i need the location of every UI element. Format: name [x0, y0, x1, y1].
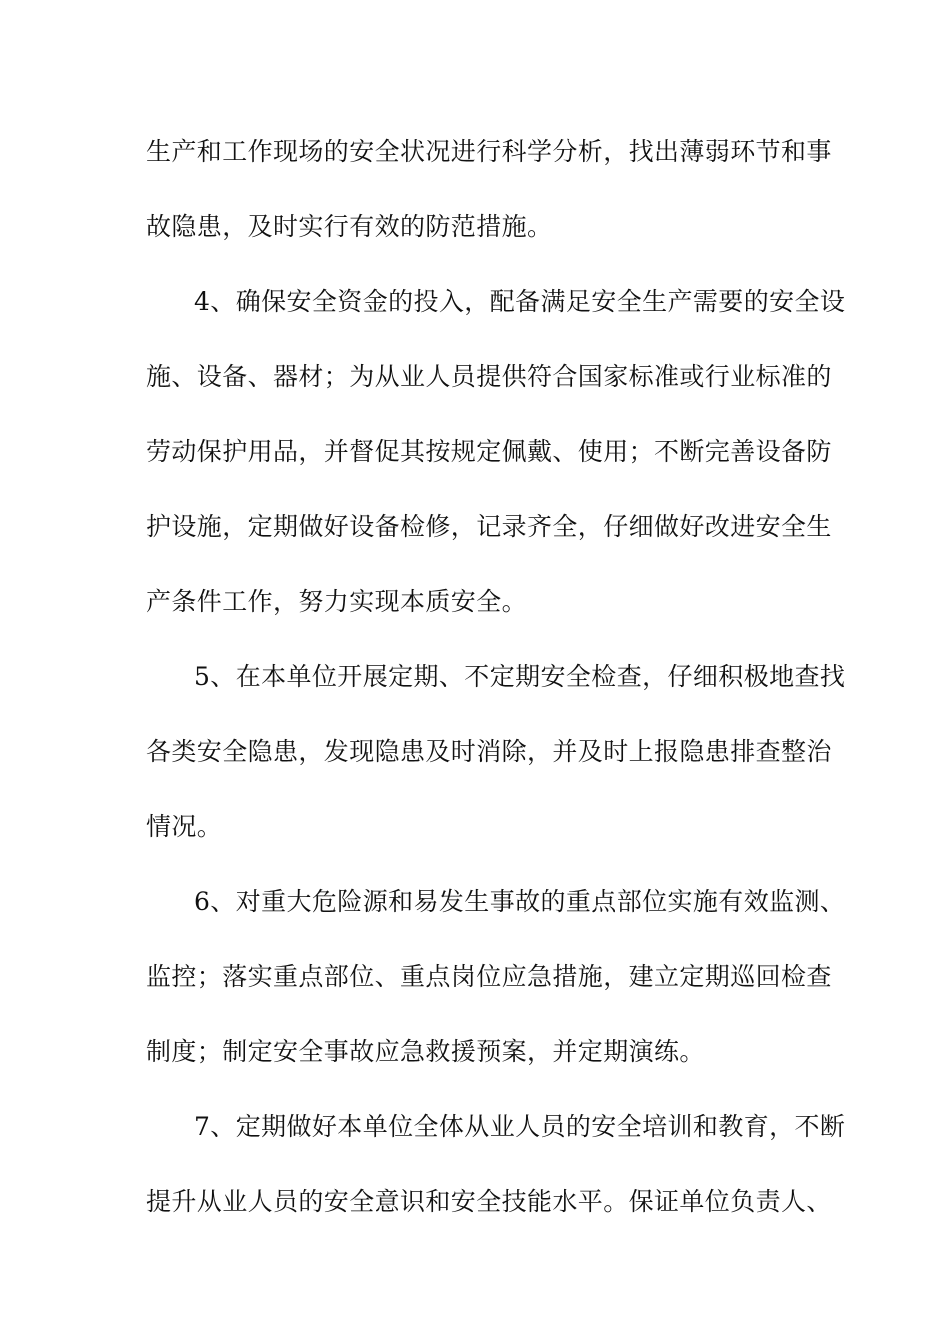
text-line: 劳动保护用品，并督促其按规定佩戴、使用；不断完善设备防	[146, 437, 832, 466]
text-line: 各类安全隐患，发现隐患及时消除，并及时上报隐患排查整治	[146, 737, 832, 766]
text-line: 护设施，定期做好设备检修，记录齐全，仔细做好改进安全生	[146, 512, 832, 541]
paragraph-6-start: 6、对重大危险源和易发生事故的重点部位实施有效监测、	[194, 887, 846, 916]
paragraph-7-start: 7、定期做好本单位全体从业人员的安全培训和教育，不断	[194, 1112, 846, 1141]
text-line: 故隐患，及时实行有效的防范措施。	[146, 212, 553, 241]
text-line: 制度；制定安全事故应急救援预案，并定期演练。	[146, 1037, 705, 1066]
text-line: 监控；落实重点部位、重点岗位应急措施，建立定期巡回检查	[146, 962, 832, 991]
paragraph-4-start: 4、确保安全资金的投入，配备满足安全生产需要的安全设	[194, 287, 846, 316]
text-line: 情况。	[146, 812, 223, 841]
paragraph-5-start: 5、在本单位开展定期、不定期安全检查，仔细积极地查找	[194, 662, 846, 691]
text-line: 产条件工作，努力实现本质安全。	[146, 587, 528, 616]
text-line: 生产和工作现场的安全状况进行科学分析，找出薄弱环节和事	[146, 137, 832, 166]
text-line: 施、设备、器材；为从业人员提供符合国家标准或行业标准的	[146, 362, 832, 391]
text-line: 提升从业人员的安全意识和安全技能水平。保证单位负责人、	[146, 1187, 832, 1216]
